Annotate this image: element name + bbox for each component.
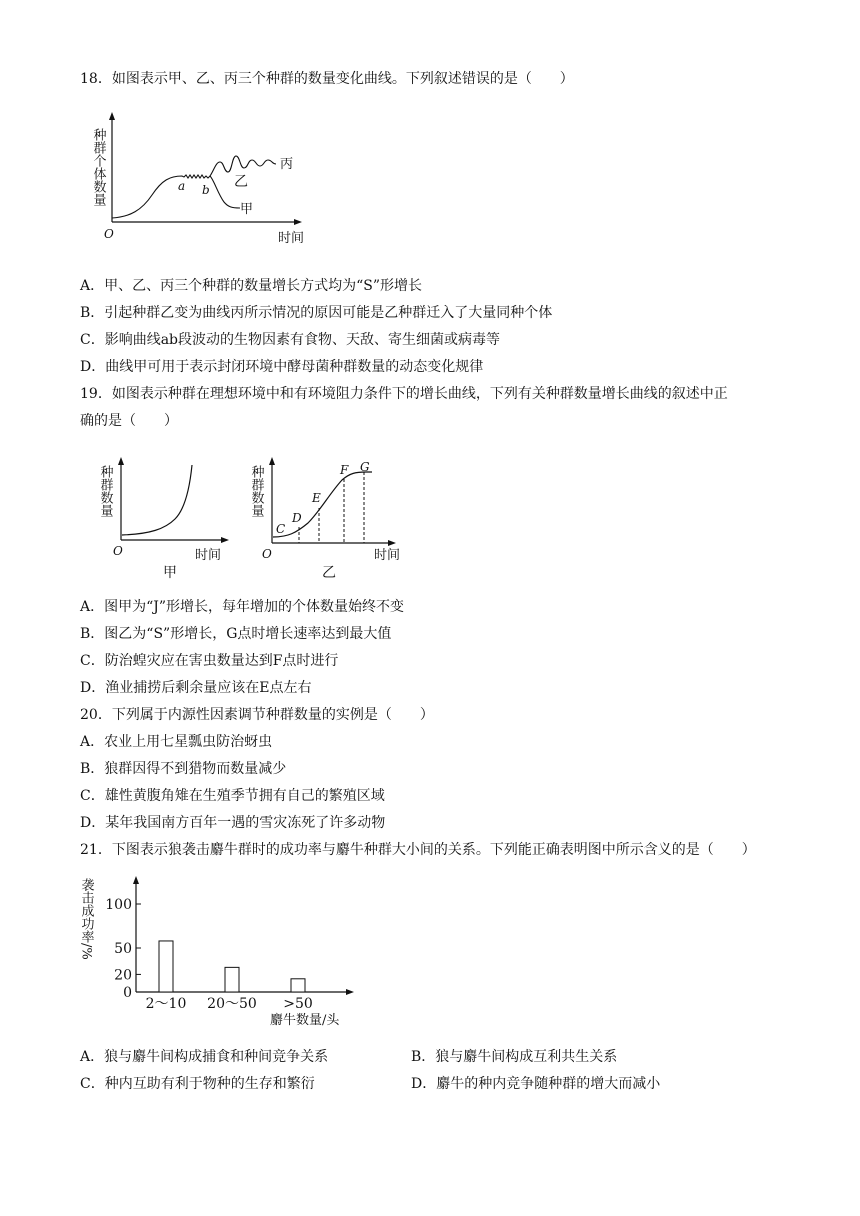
q20-option-d: D．某年我国南方百年一遇的雪灾冻死了许多动物 — [80, 815, 386, 831]
q18-label-b: b — [202, 183, 210, 197]
q19-jia-origin: O — [113, 544, 123, 558]
q19-yi-ylabel: 种群数量 — [248, 465, 264, 517]
q21-option-a: A．狼与麝牛间构成捕食和种间竞争关系 — [80, 1049, 329, 1065]
q19-yi-point-g: G — [360, 460, 370, 474]
q18-label-jia: 甲 — [240, 202, 254, 217]
q18-stem: 18．如图表示甲、乙、丙三个种群的数量变化曲线。下列叙述错误的是（ ） — [80, 71, 574, 87]
q18-ylabel: 种群个体数量 — [90, 128, 106, 206]
q21-stem: 21．下图表示狼袭击麝牛群时的成功率与麝牛种群大小间的关系。下列能正确表明图中所示含义的是（ ） — [80, 842, 756, 858]
q18-label-a: a — [178, 179, 186, 193]
q19-yi-caption: 乙 — [322, 565, 336, 581]
q19-yi-point-e: E — [312, 491, 321, 505]
q21-option-b: B．狼与麝牛间构成互利共生关系 — [411, 1049, 618, 1065]
q21-option-d: D．麝牛的种内竞争随种群的增大而减小 — [411, 1076, 661, 1092]
q19-option-b: B．图乙为“S”形增长，G点时增长速率达到最大值 — [80, 626, 392, 642]
q21-option-c: C．种内互助有利于物种的生存和繁衍 — [80, 1076, 315, 1092]
q18-label-yi: 乙 — [234, 174, 248, 190]
q19-figure-jia — [95, 455, 245, 580]
q18-figure — [90, 110, 320, 250]
q21-bar-chart — [80, 868, 380, 1033]
q19-yi-point-f: F — [340, 463, 349, 477]
q20-option-c: C．雄性黄腹角雉在生殖季节拥有自己的繁殖区域 — [80, 788, 385, 804]
q21-xlabel: 麝牛数量/头 — [270, 1013, 340, 1028]
x-tick-label: 20～50 — [207, 996, 257, 1012]
q20-option-b: B．狼群因得不到猎物而数量减少 — [80, 761, 287, 777]
q19-jia-ylabel: 种群数量 — [97, 465, 113, 517]
q18-label-bing: 丙 — [280, 157, 294, 172]
q18-origin: O — [104, 227, 114, 241]
y-tick-label: 0 — [123, 985, 132, 1001]
q19-yi-point-c: C — [276, 522, 286, 536]
q18-option-d: D．曲线甲可用于表示封闭环境中酵母菌种群数量的动态变化规律 — [80, 359, 484, 375]
x-tick-label: >50 — [283, 996, 313, 1012]
bar — [159, 941, 173, 992]
q19-figure-yi — [248, 455, 422, 581]
q18-option-c: C．影响曲线ab段波动的生物因素有食物、天敌、寄生细菌或病毒等 — [80, 332, 501, 348]
y-tick-label: 50 — [114, 941, 132, 957]
q18-option-a: A．甲、乙、丙三个种群的数量增长方式均为“S”形增长 — [80, 278, 423, 294]
bar — [225, 967, 239, 992]
q19-jia-caption: 甲 — [163, 565, 177, 581]
q19-stem-line1: 19．如图表示种群在理想环境中和有环境阻力条件下的增长曲线，下列有关种群数量增长曲线的叙述中正 — [80, 386, 728, 402]
q20-option-a: A．农业上用七星瓢虫防治蚜虫 — [80, 734, 273, 750]
q20-stem: 20．下列属于内源性因素调节种群数量的实例是（ ） — [80, 707, 434, 723]
q19-stem-line2: 确的是（ ） — [80, 413, 178, 429]
y-tick-label: 100 — [105, 897, 132, 913]
q19-jia-xlabel: 时间 — [195, 548, 222, 563]
q19-option-a: A．图甲为“J”形增长，每年增加的个体数量始终不变 — [80, 599, 405, 615]
q18-option-b: B．引起种群乙变为曲线丙所示情况的原因可能是乙种群迁入了大量同种个体 — [80, 305, 553, 321]
q21-ylabel: 袭击成功率/% — [78, 878, 94, 960]
q19-option-d: D．渔业捕捞后剩余量应该在E点左右 — [80, 680, 312, 696]
x-tick-label: 2～10 — [145, 996, 187, 1012]
q18-xlabel: 时间 — [278, 231, 305, 246]
bar — [291, 979, 305, 992]
q19-option-c: C．防治蝗灾应在害虫数量达到F点时进行 — [80, 653, 339, 669]
y-tick-label: 20 — [114, 967, 132, 984]
q19-yi-xlabel: 时间 — [374, 548, 401, 563]
q19-yi-point-d: D — [292, 511, 302, 525]
q19-yi-origin: O — [262, 547, 272, 561]
